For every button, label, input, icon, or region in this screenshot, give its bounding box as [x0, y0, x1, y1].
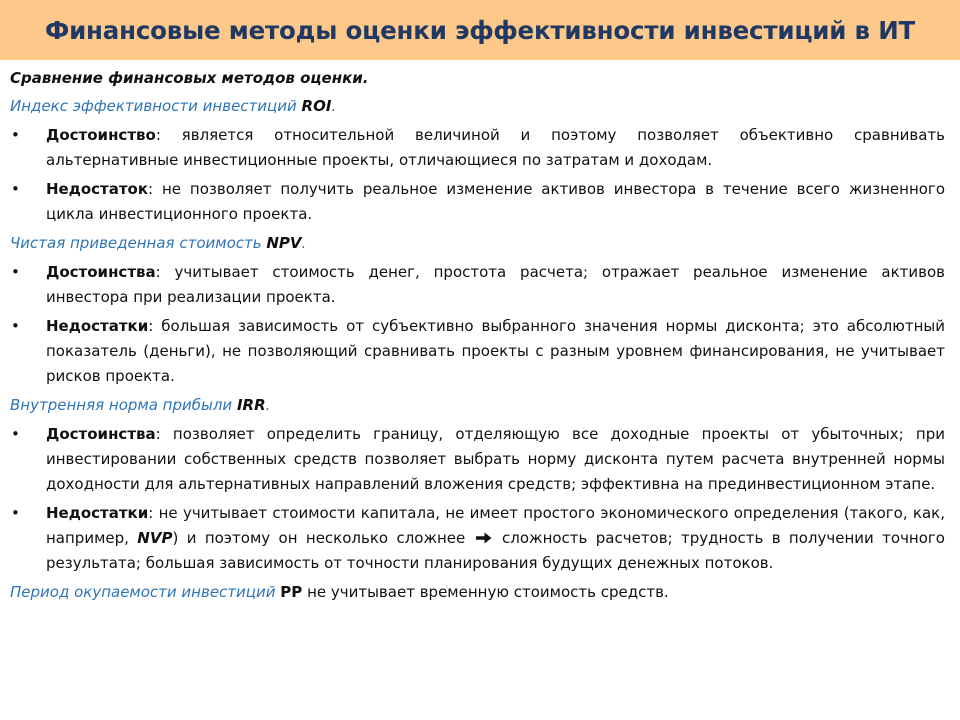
bullet-marker: •: [11, 180, 20, 198]
intro-text: Сравнение финансовых методов оценки.: [10, 69, 369, 87]
irr-disadvantage-text: [46, 501, 945, 576]
irr-advantage-body: : позволяет определить границу, отделяющую все доходные проекты от убыточных; при инвестировании собственных средств позволяет выбрать норму дисконта путем расчета внутренней нормы доходности для альтернативных направлений вложения средств; эффективна на прединвестиционном этапе.: [46, 425, 945, 493]
bullet-marker: •: [11, 126, 20, 144]
bullet-marker: •: [11, 317, 20, 335]
npv-disadvantage: [10, 314, 945, 389]
irr-heading: [10, 393, 945, 418]
roi-disadvantage-text: [46, 177, 945, 227]
pp-text: не учитывает временную стоимость средств.: [307, 583, 669, 601]
irr-disadvantage-body-2: ) и поэтому он несколько сложнее: [172, 529, 466, 547]
irr-disadvantage: [10, 501, 945, 576]
roi-advantage-label: Достоинство: [46, 126, 156, 144]
slide-body: [10, 66, 945, 609]
roi-advantage: [10, 123, 945, 173]
irr-advantage-label: Достоинства: [46, 425, 156, 443]
npv-disadvantage-label: Недостатки: [46, 317, 149, 335]
npv-disadvantage-text: [46, 314, 945, 389]
irr-disadvantage-label: Недостатки: [46, 504, 149, 522]
npv-advantage-text: [46, 260, 945, 310]
npv-disadvantage-body: : большая зависимость от субъективно выбранного значения нормы дисконта; это абсолютный показатель (деньги), не позволяющий сравнивать проекты с разным уровнем финансирования, не учитывает рисков проекта.: [46, 317, 945, 385]
irr-heading-text: Внутренняя норма прибыли: [10, 396, 233, 414]
bullet-marker: •: [11, 504, 20, 522]
irr-heading-dot: .: [265, 396, 271, 414]
bullet-marker: •: [11, 263, 20, 281]
npv-advantage: [10, 260, 945, 310]
roi-advantage-body: : является относительной величиной и поэтому позволяет объективно сравнивать альтернативные инвестиционные проекты, отличающиеся по затратам и доходам.: [46, 126, 945, 169]
irr-disadvantage-body-3: сложность расчетов; трудность в получении точного результата; большая зависимость от точности планирования будущих денежных потоков.: [46, 529, 945, 572]
roi-advantage-text: [46, 123, 945, 173]
slide-title: Финансовые методы оценки эффективности инвестиций в ИТ: [44, 15, 916, 45]
arrow-right-icon: [476, 532, 492, 544]
irr-advantage-text: [46, 422, 945, 497]
slide-title-bar: [0, 0, 960, 60]
npv-advantage-label: Достоинства: [46, 263, 156, 281]
npv-heading-dot: .: [301, 234, 307, 252]
roi-disadvantage-label: Недостаток: [46, 180, 149, 198]
irr-disadvantage-body-1: : не учитывает стоимости капитала, не имеет простого экономического определения (такого, как, например,: [46, 504, 945, 547]
roi-disadvantage-body: : не позволяет получить реальное изменение активов инвестора в течение всего жизненного цикла инвестиционного проекта.: [46, 180, 945, 223]
roi-disadvantage: [10, 177, 945, 227]
roi-heading: [10, 94, 945, 119]
roi-heading-dot: .: [331, 97, 337, 115]
bullet-marker: •: [11, 425, 20, 443]
npv-advantage-body: : учитывает стоимость денег, простота расчета; отражает реальное изменение активов инвестора при реализации проекта.: [46, 263, 945, 306]
roi-abbr: ROI: [301, 97, 332, 115]
irr-nvp-abbr: NVP: [137, 529, 173, 547]
pp-line: [10, 580, 945, 605]
npv-heading-text: Чистая приведенная стоимость: [10, 234, 262, 252]
irr-abbr: IRR: [236, 396, 266, 414]
roi-heading-text: Индекс эффективности инвестиций: [10, 97, 297, 115]
npv-abbr: NPV: [266, 234, 302, 252]
pp-heading-text: Период окупаемости инвестиций: [10, 583, 276, 601]
pp-abbr: PP: [280, 583, 303, 601]
irr-advantage: [10, 422, 945, 497]
npv-heading: [10, 231, 945, 256]
